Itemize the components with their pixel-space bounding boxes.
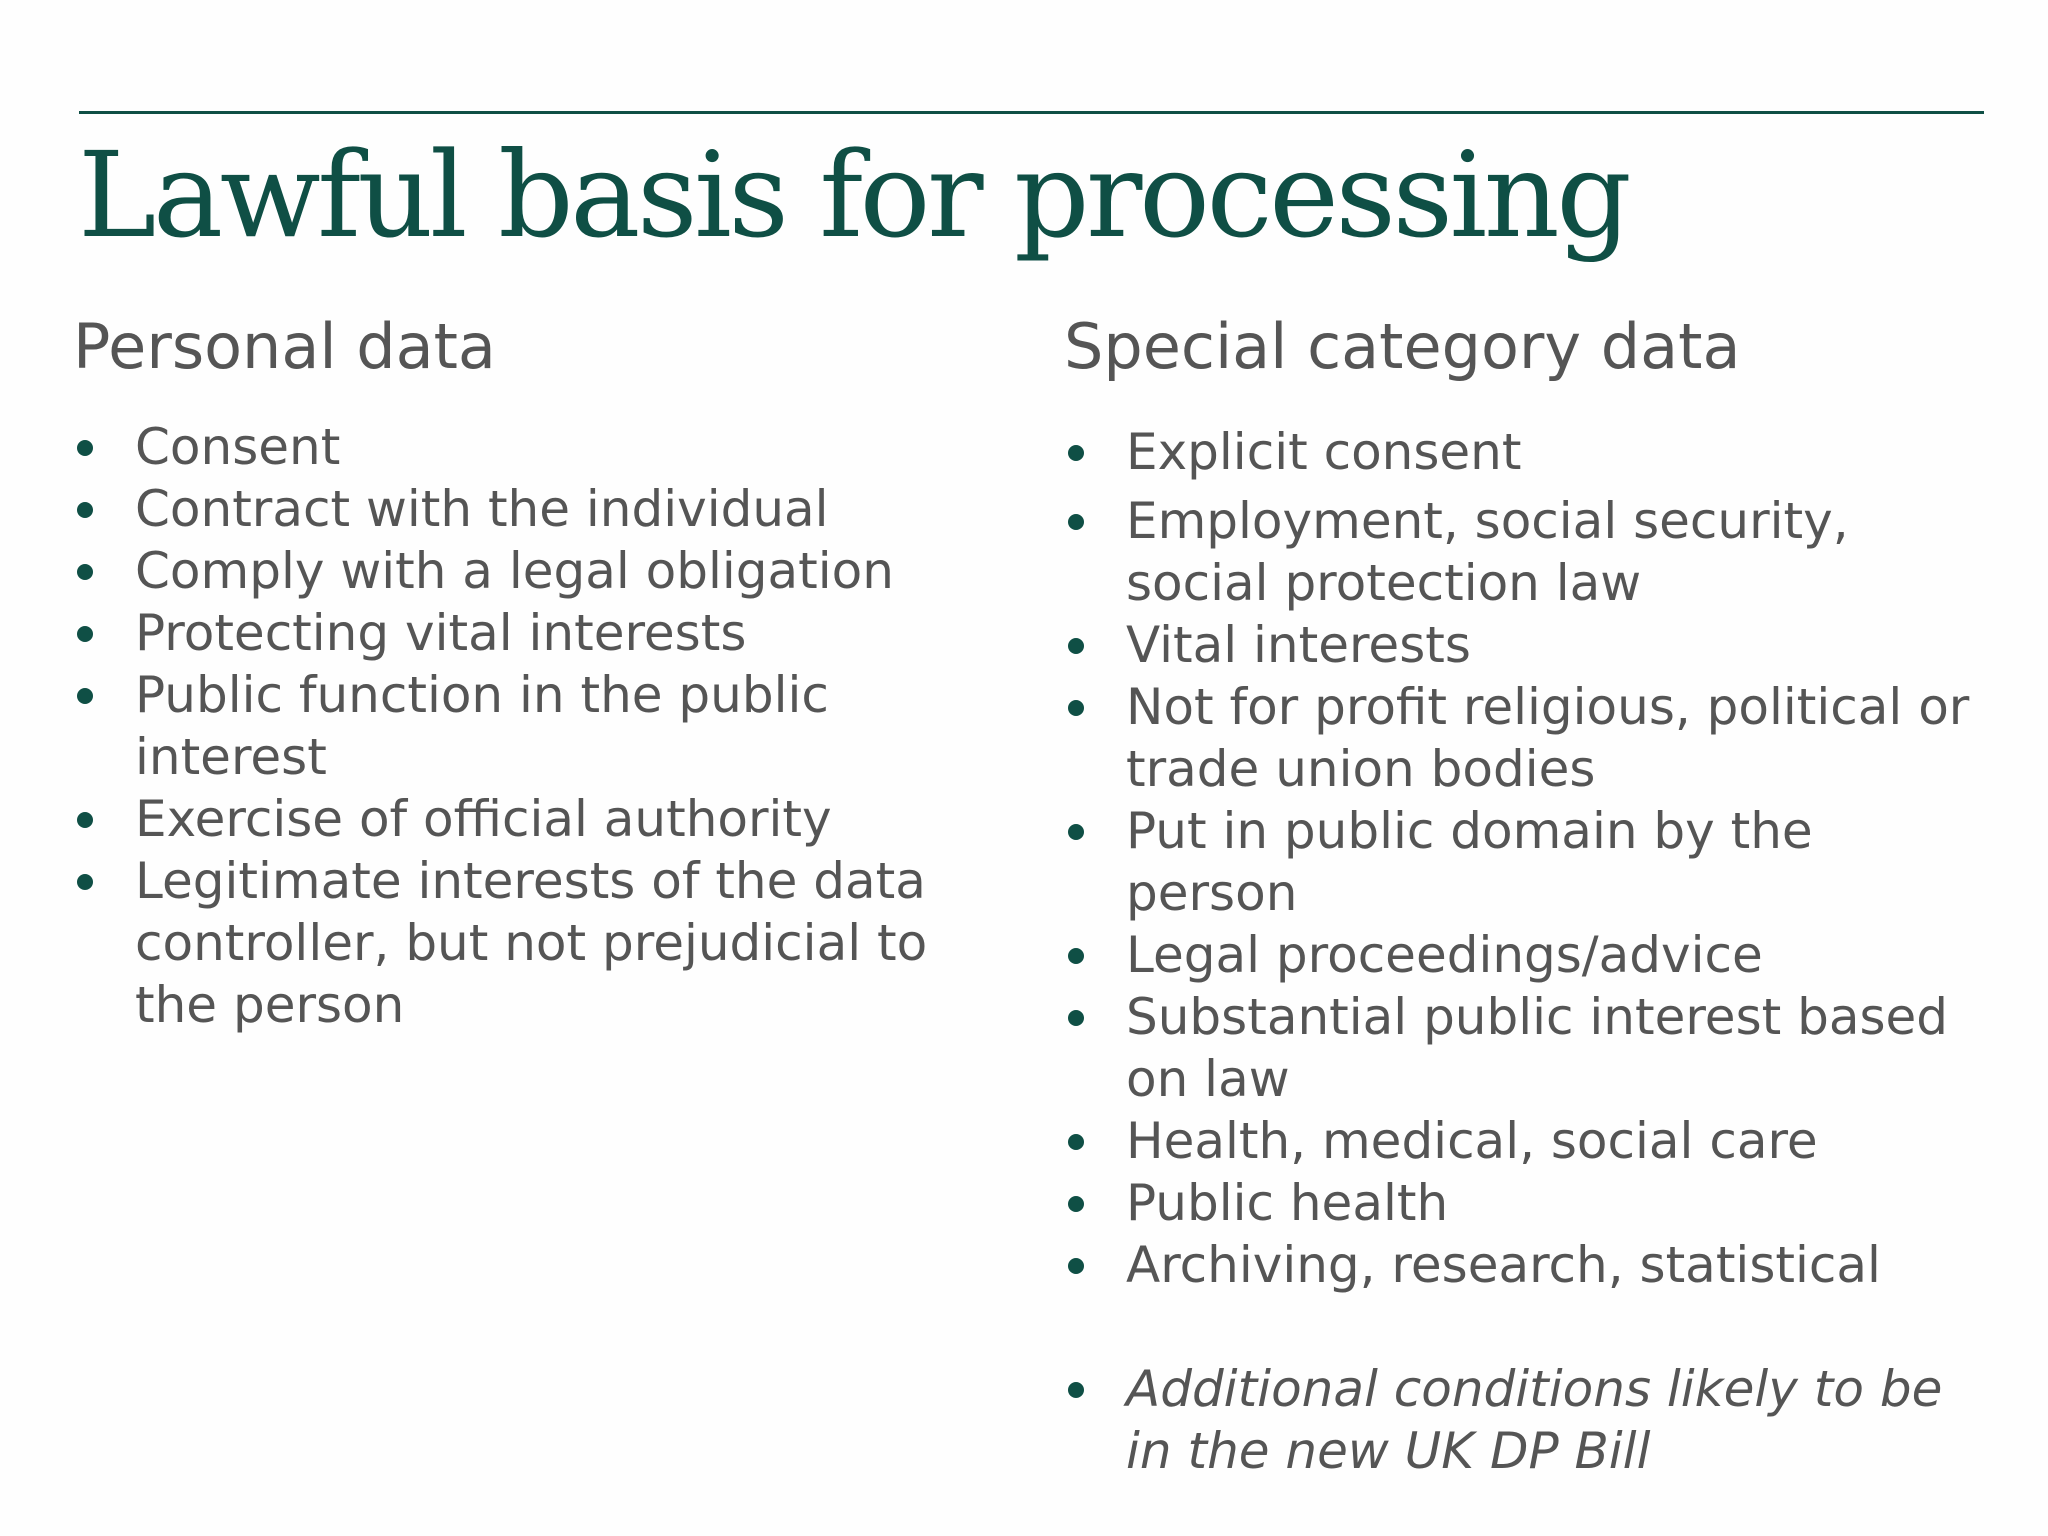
bullet-icon: [1068, 1134, 1084, 1150]
bullet-icon: [77, 564, 93, 580]
bullet-icon: [1068, 1382, 1084, 1398]
list-item: Not for profit religious, political or trade union bodies: [1064, 676, 1984, 800]
list-item: Substantial public interest based on law: [1064, 986, 1984, 1110]
personal-data-column: [73, 304, 993, 1036]
bullet-icon: [77, 502, 93, 518]
list-item: Legitimate interests of the data controller, but not prejudicial to the person: [73, 850, 993, 1036]
list-item: Vital interests: [1064, 614, 1984, 676]
personal-data-heading: Personal data: [73, 310, 496, 383]
list-item: Contract with the individual: [73, 478, 993, 540]
special-category-column: [1064, 304, 1984, 1482]
bullet-icon: [1068, 445, 1084, 461]
bullet-icon: [1068, 638, 1084, 654]
bullet-icon: [1068, 948, 1084, 964]
title-rule: [79, 111, 1984, 114]
bullet-icon: [77, 688, 93, 704]
list-item: Health, medical, social care: [1064, 1110, 1984, 1172]
list-item: Employment, social security, social protection law: [1064, 490, 1984, 614]
list-item: Put in public domain by the person: [1064, 800, 1984, 924]
special-category-heading: Special category data: [1064, 310, 1741, 383]
additional-conditions-note: Additional conditions likely to be in the new UK DP Bill: [1064, 1358, 1984, 1482]
bullet-icon: [1068, 1196, 1084, 1212]
bullet-icon: [1068, 824, 1084, 840]
bullet-icon: [77, 440, 93, 456]
list-item: Protecting vital interests: [73, 602, 993, 664]
list-item: Archiving, research, statistical: [1064, 1234, 1984, 1296]
slide-title: Lawful basis for processing: [78, 126, 1629, 264]
list-item: Exercise of official authority: [73, 788, 993, 850]
list-item: Public health: [1064, 1172, 1984, 1234]
list-item: Consent: [73, 416, 993, 478]
special-category-list: [1064, 421, 1984, 1482]
personal-data-list: [73, 416, 993, 1036]
bullet-icon: [1068, 514, 1084, 530]
bullet-icon: [1068, 1010, 1084, 1026]
list-item: Legal proceedings/advice: [1064, 924, 1984, 986]
bullet-icon: [77, 874, 93, 890]
bullet-icon: [77, 626, 93, 642]
bullet-icon: [77, 812, 93, 828]
list-item: Public function in the public interest: [73, 664, 993, 788]
list-item: Explicit consent: [1064, 421, 1984, 483]
bullet-icon: [1068, 1258, 1084, 1274]
bullet-icon: [1068, 700, 1084, 716]
list-item: Comply with a legal obligation: [73, 540, 993, 602]
